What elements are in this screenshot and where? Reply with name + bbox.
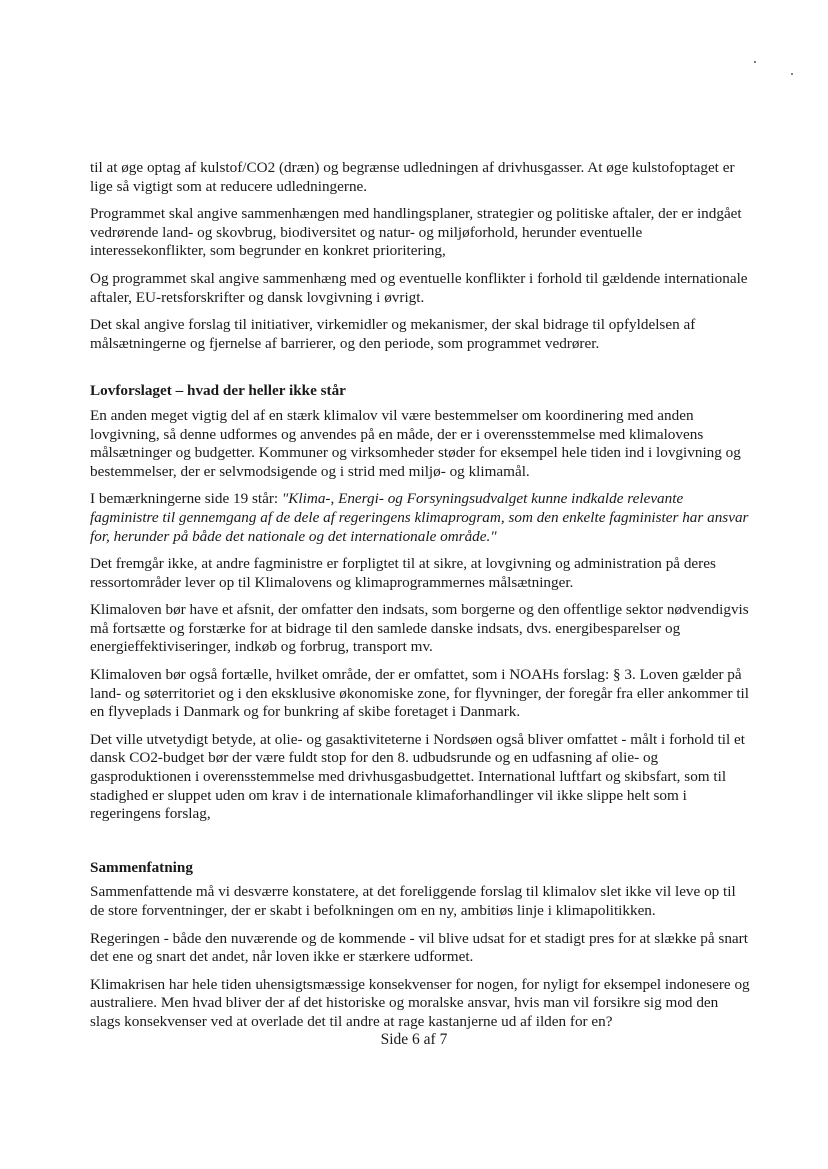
body-paragraph: Det skal angive forslag til initiativer, virkemidler og mekanismer, der skal bidrage til opfyldelsen af målsætningerne og fjernelse af barrierer, og den periode, som programmet vedrører.	[90, 316, 696, 352]
page-number: Side 6 af 7	[380, 1031, 448, 1048]
body-paragraph: Programmet skal angive sammenhængen med handlingsplaner, strategier og politiske aftaler, der er indgået vedrørende land- og skovbrug, biodiversitet og natur- og miljøforhold, herunder eventuelle interessekonflikter, som begrunder en konkret prioritering,	[90, 205, 742, 260]
body-paragraph: Regeringen - både den nuværende og de kommende - vil blive udsat for et stadigt pres for at slække på snart det ene og snart det andet, når loven ikke er stærkere udformet.	[90, 929, 748, 966]
body-paragraph: Klimaloven bør have et afsnit, der omfatter den indsats, som borgerne og den offentlige sektor nødvendigvis må fortsætte og forstærke for at bidrage til den samlede danske indsats, dvs. energibesparelser og energieffektiviseringer, indkøb og forbrug, transport mv.	[90, 601, 749, 656]
body-paragraph: til at øge optag af kulstof/CO2 (dræn) og begrænse udledningen af drivhusgasser. At øge kulstofoptaget er lige så vigtigt som at reducere udledningerne.	[90, 159, 735, 195]
body-paragraph: Sammenfattende må vi desværre konstatere, at det foreliggende forslag til klimalov slet ikke vil leve op til de store forventninger, der er skabt i befolkningen om en ny, ambitiøs linje i klimapolitikken.	[90, 883, 736, 919]
body-paragraph: Det fremgår ikke, at andre fagministre er forpligtet til at sikre, at lovgivning og administration på deres ressortområder lever op til Klimalovens og klimaprogrammernes målsætninger.	[90, 555, 716, 591]
body-paragraph: Klimakrisen har hele tiden uhensigtsmæssige konsekvenser for nogen, for nyligt for eksempel indonesere og australiere. Men hvad bliver der af det historiske og moralske ansvar, hvis man vil forsikre sig mod den slags konsekvenser ved at overlade det til andre at rage kastanjerne ud af ilden for en?	[90, 975, 750, 1030]
section-heading: Lovforslaget – hvad der heller ikke står	[90, 382, 346, 400]
quote-text: "Klima-, Energi- og Forsyningsudvalget kunne indkalde relevante fagministre til gennemgang af de dele af regeringens klimaprogram, som den enkelte fagminister har ansvar for, herunder på både det nationale og det internationale område."	[90, 490, 749, 545]
body-paragraph: Klimaloven bør også fortælle, hvilket område, der er omfattet, som i NOAHs forslag: § 3. Loven gælder på land- og søterritoriet og i den eksklusive økonomiske zone, for flyvninger, der foregår fra eller ankommer til en flyveplads i Danmark og for bunkring af skibe foretaget i Danmark.	[90, 666, 749, 721]
section-spacer	[90, 833, 750, 859]
body-paragraph: En anden meget vigtig del af en stærk klimalov vil være bestemmelser om koordinering med anden lovgivning, så denne udformes og anvendes på en måde, der er i overensstemmelse med klimalovens målsætninger og budgetter. Kommuner og virksomheder støder for eksempel hele tiden ind i lovgivning og bestemmelser, der er selvmodsigende og i strid med miljø- og klimamål.	[90, 406, 741, 480]
scan-speck	[791, 73, 793, 75]
body-paragraph: Og programmet skal angive sammenhæng med og eventuelle konflikter i forhold til gældende internationale aftaler, EU-retsforskrifter og dansk lovgivning i øvrigt.	[90, 269, 748, 306]
scan-speck	[754, 61, 756, 63]
section-spacer	[90, 362, 750, 382]
page-content	[90, 159, 750, 1041]
section-heading: Sammenfatning	[90, 858, 193, 876]
quote-paragraph	[90, 490, 750, 546]
body-paragraph: Det ville utvetydigt betyde, at olie- og gasaktiviteterne i Nordsøen også bliver omfattet - målt i forhold til et dansk CO2-budget bør der være fuldt stop for den 8. udbudsrunde og en udfasning af olie- og gasproduktionen i overensstemmelse med drivhusgasbudgettet. International luftfart og skibsfart, som til stadighed er sluppet uden om krav i de internationale klimaforhandlinger vil ikke slippe helt som i regeringens forslag,	[90, 730, 745, 823]
quote-intro: I bemærkningerne side 19 står:	[90, 490, 282, 508]
